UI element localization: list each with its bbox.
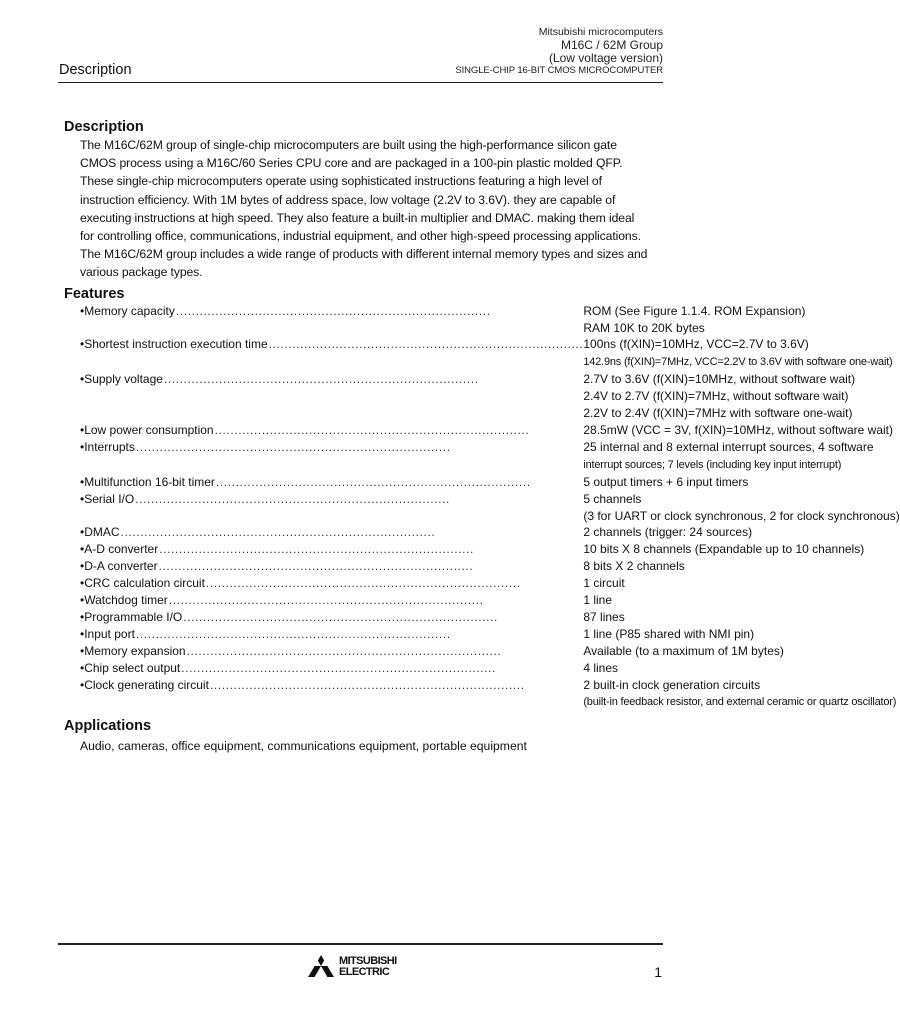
leader-dots: ................................................................................ (209, 677, 525, 692)
feature-name: Shortest instruction execution time (84, 337, 268, 352)
feature-value-text: 2.2V to 2.4V (f(XIN)=7MHz with software one-wait) (583, 406, 853, 421)
feature-name: Clock generating circuit (84, 677, 209, 692)
leader-dots: ................................................................................ (186, 643, 502, 658)
feature-bullet: • (80, 491, 85, 506)
feature-value (583, 491, 899, 508)
feature-row (80, 303, 900, 320)
feature-row-continuation (80, 353, 900, 371)
feature-value-text: 2 channels (trigger: 24 sources) (583, 525, 753, 540)
feature-name-cell (84, 677, 583, 694)
header-right-block (455, 26, 663, 77)
leader-dots: ................................................................................ (159, 542, 474, 557)
feature-value (583, 474, 899, 491)
leader-dots: ................................................................................ (163, 372, 479, 387)
feature-value (583, 677, 899, 694)
feature-value-text: 5 output timers + 6 input timers (583, 474, 749, 489)
feature-row (80, 677, 900, 694)
feature-name: Input port (84, 626, 135, 641)
feature-name: Serial I/O (84, 491, 135, 506)
feature-value-text: ROM (See Figure 1.1.4. ROM Expansion) (583, 303, 806, 318)
feature-name-cell (84, 660, 583, 677)
feature-value-text: 100ns (f(XIN)=10MHz, VCC=2.7V to 3.6V) (583, 337, 809, 352)
feature-bullet: • (80, 542, 85, 557)
leader-dots: ................................................................................ (168, 593, 484, 608)
feature-name-cell (84, 371, 583, 388)
feature-name-cell-empty (84, 320, 583, 337)
feature-row (80, 558, 900, 575)
feature-bullet: • (80, 643, 85, 658)
feature-bullet: • (80, 559, 85, 574)
feature-name: Low power consumption (84, 422, 214, 437)
feature-name-cell (84, 575, 583, 592)
feature-row (80, 643, 900, 660)
feature-name-cell (84, 592, 583, 609)
leader-dots: ................................................................................ (183, 609, 498, 624)
feature-value (583, 558, 899, 575)
feature-name-cell (84, 609, 583, 626)
feature-name: DMAC (84, 525, 120, 540)
feature-row (80, 336, 900, 353)
feature-row (80, 575, 900, 592)
feature-row (80, 422, 900, 439)
feature-value (583, 626, 899, 643)
feature-name-cell-empty (84, 508, 583, 525)
feature-name: Memory capacity (84, 303, 175, 318)
feature-row (80, 439, 900, 456)
feature-name-cell (84, 524, 583, 541)
description-body (80, 136, 650, 282)
feature-bullet: • (80, 576, 85, 591)
feature-name-cell-empty (84, 456, 583, 474)
feature-value (583, 524, 899, 541)
feature-row (80, 491, 900, 508)
header-subtitle: SINGLE-CHIP 16-BIT CMOS MICROCOMPUTER (455, 64, 663, 76)
feature-value (583, 541, 899, 558)
feature-name-cell-empty (84, 693, 583, 711)
feature-value (583, 388, 899, 405)
feature-value (583, 353, 899, 371)
leader-dots: ................................................................................ (135, 491, 450, 506)
logo-line-1: MITSUBISHI (339, 955, 397, 967)
feature-value (583, 609, 899, 626)
feature-value-text: 1 circuit (583, 576, 625, 591)
feature-bullet: • (80, 337, 85, 352)
feature-value-text: 1 line (P85 shared with NMI pin) (583, 626, 755, 641)
leader-dots: ................................................................................ (214, 422, 530, 437)
feature-name-cell (84, 491, 583, 508)
header-divider (58, 82, 663, 83)
feature-value-text: 2 built-in clock generation circuits (583, 677, 761, 692)
feature-name: Chip select output (84, 660, 181, 675)
leader-dots: ................................................................................ (158, 559, 474, 574)
feature-row (80, 592, 900, 609)
three-diamonds-icon (308, 955, 334, 979)
description-paragraph-1: The M16C/62M group of single-chip microcomputers are built using the high-performance silicon gate CMOS process using a M16C/60 Series CPU core and are packaged in a 100-pin plastic molded QFP. These single-chip microcomputers operate using sophisticated instructions featuring a high level of instruction efficiency. With 1M bytes of address space, low voltage (2.2V to 3.6V). they are capable of executing instructions at high speed. They also feature a built-in multiplier and DMAC. making them ideal for controlling office, communications, industrial equipment, and other high-speed processing applications. (80, 138, 641, 244)
feature-name-cell (84, 558, 583, 575)
feature-name-cell-empty (84, 388, 583, 405)
feature-row (80, 626, 900, 643)
feature-row-continuation (80, 693, 900, 711)
feature-value-text: 2.7V to 3.6V (f(XIN)=10MHz, without software wait) (583, 372, 856, 387)
feature-name: Watchdog timer (84, 593, 168, 608)
feature-name: Interrupts (84, 439, 135, 454)
feature-value-text: 1 line (583, 593, 613, 608)
feature-bullet: • (80, 660, 85, 675)
feature-value-text: (3 for UART or clock synchronous, 2 for clock synchronous) (583, 508, 900, 523)
feature-value-text: 28.5mW (VCC = 3V, f(XIN)=10MHz, without software wait) (583, 422, 893, 437)
logo-wordmark (339, 956, 397, 978)
feature-value (583, 575, 899, 592)
header-group: M16C / 62M Group (560, 37, 663, 52)
leader-dots: ................................................................................ (135, 439, 451, 454)
feature-value (583, 643, 899, 660)
feature-value-text: 25 internal and 8 external interrupt sources, 4 software (583, 439, 874, 454)
feature-name-cell-empty (84, 405, 583, 422)
feature-name-cell (84, 422, 583, 439)
header-company: Mitsubishi microcomputers (538, 26, 663, 38)
leader-dots: ................................................................................ (268, 337, 584, 352)
header-version: (Low voltage version) (548, 50, 663, 65)
leader-dots: ................................................................................ (175, 303, 491, 318)
feature-row (80, 371, 900, 388)
feature-bullet: • (80, 303, 85, 318)
feature-value (583, 371, 899, 388)
feature-value-text: 4 lines (583, 660, 619, 675)
feature-bullet: • (80, 525, 85, 540)
feature-name-cell (84, 643, 583, 660)
feature-row (80, 524, 900, 541)
leader-dots: ................................................................................ (205, 576, 521, 591)
feature-bullet: • (80, 372, 85, 387)
feature-value-text: Available (to a maximum of 1M bytes) (583, 643, 784, 658)
feature-row-continuation (80, 320, 900, 337)
feature-value (583, 303, 899, 320)
features-heading: Features (64, 285, 125, 302)
feature-bullet: • (80, 474, 85, 489)
feature-value-text: RAM 10K to 20K bytes (583, 320, 705, 335)
feature-value-text: 10 bits X 8 channels (Expandable up to 10 channels) (583, 542, 865, 557)
description-heading: Description (64, 119, 144, 135)
feature-value-text: 2.4V to 2.7V (f(XIN)=7MHz, without software wait) (583, 389, 849, 404)
leader-dots: ................................................................................ (181, 660, 496, 675)
feature-name-cell (84, 474, 583, 491)
features-table (80, 303, 900, 712)
feature-value-text: 5 channels (583, 491, 642, 506)
feature-name: CRC calculation circuit (84, 576, 205, 591)
feature-row-continuation (80, 388, 900, 405)
feature-value-text: (built-in feedback resistor, and external ceramic or quartz oscillator) (583, 696, 897, 709)
feature-row (80, 609, 900, 626)
feature-value (583, 693, 899, 711)
feature-row (80, 474, 900, 491)
feature-value (583, 439, 899, 456)
leader-dots: ................................................................................ (120, 525, 436, 540)
footer-divider (58, 943, 663, 945)
page-number: 1 (654, 964, 662, 980)
feature-value-text: 87 lines (583, 609, 625, 624)
feature-value (583, 320, 899, 337)
feature-name: D-A converter (84, 559, 158, 574)
description-paragraph-2: The M16C/62M group includes a wide range of products with different internal memory types and sizes and various package types. (80, 247, 648, 280)
feature-value (583, 422, 899, 439)
feature-bullet: • (80, 609, 85, 624)
logo-line-2: ELECTRIC (339, 966, 390, 978)
feature-row-continuation (80, 456, 900, 474)
feature-name-cell-empty (84, 353, 583, 371)
feature-row (80, 541, 900, 558)
feature-value (583, 592, 899, 609)
feature-value-text: 8 bits X 2 channels (583, 559, 685, 574)
feature-name: Memory expansion (84, 643, 186, 658)
feature-bullet: • (80, 677, 85, 692)
feature-value (583, 660, 899, 677)
feature-bullet: • (80, 439, 85, 454)
mitsubishi-electric-logo (308, 955, 397, 979)
feature-name: Multifunction 16-bit timer (84, 474, 215, 489)
feature-value (583, 456, 899, 474)
feature-row-continuation (80, 405, 900, 422)
applications-text: Audio, cameras, office equipment, communications equipment, portable equipment (80, 739, 527, 754)
page-content (64, 118, 900, 755)
feature-value (583, 336, 899, 353)
feature-name: Supply voltage (84, 372, 163, 387)
feature-value-text: 142.9ns (f(XIN)=7MHz, VCC=2.2V to 3.6V with software one-wait) (583, 356, 893, 369)
feature-name-cell (84, 626, 583, 643)
leader-dots: ................................................................................ (215, 474, 531, 489)
feature-value (583, 405, 899, 422)
feature-row (80, 660, 900, 677)
leader-dots: ................................................................................ (135, 626, 451, 641)
feature-bullet: • (80, 422, 85, 437)
feature-name: Programmable I/O (84, 609, 183, 624)
feature-name-cell (84, 439, 583, 456)
feature-name-cell (84, 336, 583, 353)
applications-heading: Applications (64, 718, 152, 735)
feature-row-continuation (80, 508, 900, 525)
header-section-title: Description (59, 62, 132, 78)
feature-name: A-D converter (84, 542, 159, 557)
feature-bullet: • (80, 626, 85, 641)
feature-value-text: interrupt sources; 7 levels (including key input interrupt) (583, 458, 842, 471)
feature-name-cell (84, 541, 583, 558)
feature-name-cell (84, 303, 583, 320)
feature-bullet: • (80, 593, 85, 608)
feature-value (583, 508, 899, 525)
